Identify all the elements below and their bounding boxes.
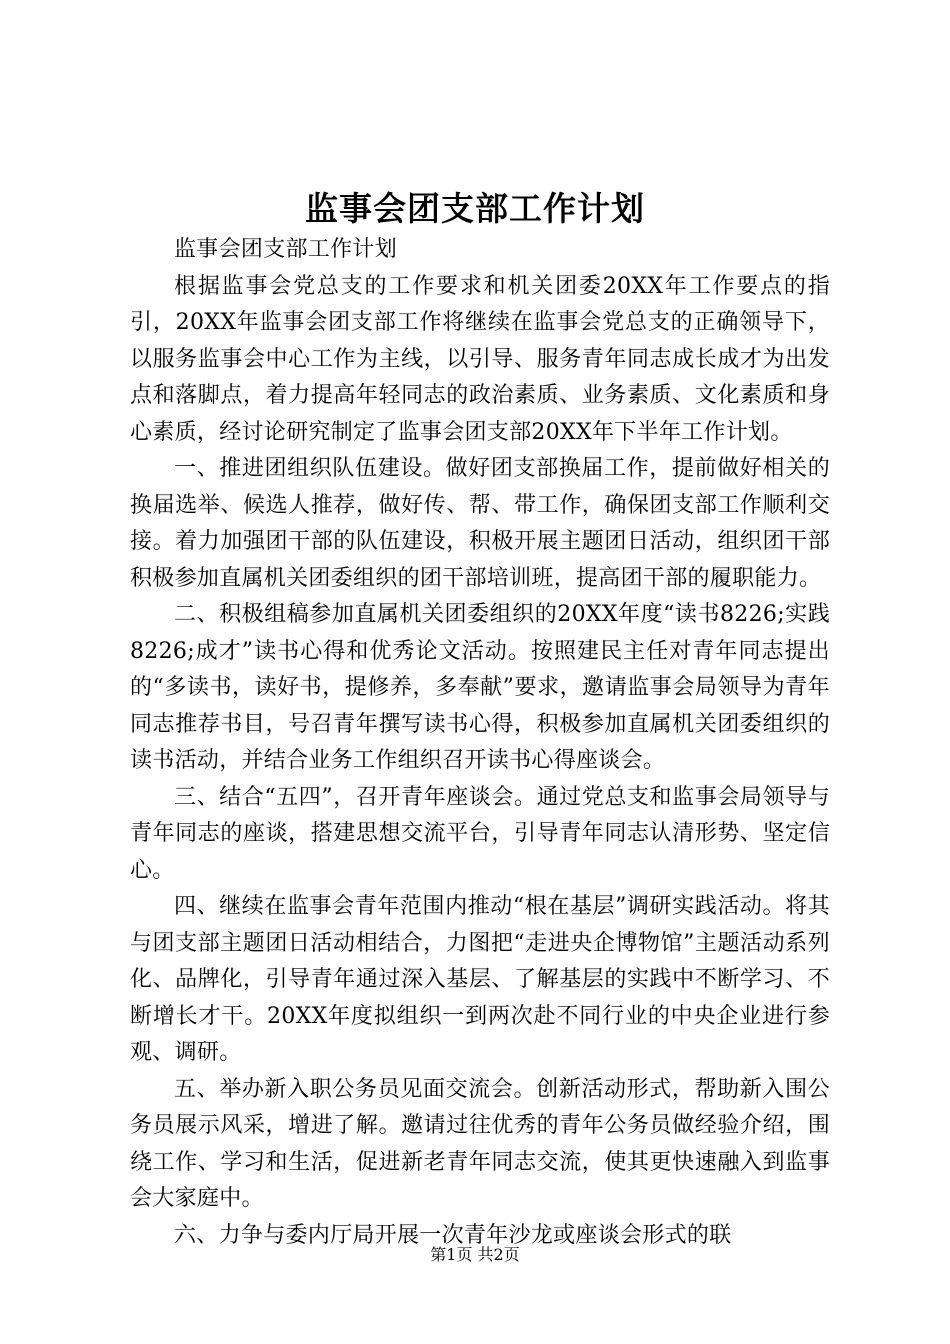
page-number-footer: 第1页 共2页 — [430, 1245, 520, 1264]
paragraph-item-4: 四、继续在监事会青年范围内推动“根在基层”调研实践活动。将其与团支部主题团日活动相结合，力图把“走进央企博物馆”主题活动系列化、品牌化，引导青年通过深入基层、了解基层的实践中不断学习、不断增长才干。20XX年度拟组织一到两次赴不同行业的中央企业进行参观、调研。 — [130, 894, 830, 1065]
paragraph-item-6: 六、力争与委内厅局开展一次青年沙龙或座谈会形式的联 — [174, 1222, 732, 1248]
paragraph-item-5: 五、举办新入职公务员见面交流会。创新活动形式，帮助新入围公务员展示风采，增进了解。邀请过往优秀的青年公务员做经验介绍，围绕工作、学习和生活，促进新老青年同志交流，使其更快速融入到监事会大家庭中。 — [130, 1076, 830, 1211]
paragraph-item-3: 三、结合“五四”，召开青年座谈会。通过党总支和监事会局领导与青年同志的座谈，搭建思想交流平台，引导青年同志认清形势、坚定信心。 — [130, 784, 830, 883]
document-title: 监事会团支部工作计划 — [305, 189, 645, 228]
paragraph-item-2: 二、积极组稿参加直属机关团委组织的20XX年度“读书8226;实践8226;成才”读书心得和优秀论文活动。按照建民主任对青年同志提出的“多读书，读好书，提修养，多奉献”要求，邀请监事会局领导为青年同志推荐书目，号召青年撰写读书心得，积极参加直属机关团委组织的读书活动，并结合业务工作组织召开读书心得座谈会。 — [130, 602, 830, 773]
paragraph-intro: 根据监事会党总支的工作要求和机关团委20XX年工作要点的指引，20XX年监事会团支部工作将继续在监事会党总支的正确领导下，以服务监事会中心工作为主线，以引导、服务青年同志成长成才为出发点和落脚点，着力提高年轻同志的政治素质、业务素质、文化素质和身心素质，经讨论研究制定了监事会团支部20XX年下半年工作计划。 — [130, 273, 830, 445]
document-body — [130, 232, 830, 1254]
paragraph-item-1: 一、推进团组织队伍建设。做好团支部换届工作，提前做好相关的换届选举、候选人推荐，做好传、帮、带工作，确保团支部工作顺利交接。着力加强团干部的队伍建设，积极开展主题团日活动，组织团干部积极参加直属机关团委组织的团干部培训班，提高团干部的履职能力。 — [130, 456, 830, 591]
paragraph-subtitle: 监事会团支部工作计划 — [174, 237, 398, 262]
